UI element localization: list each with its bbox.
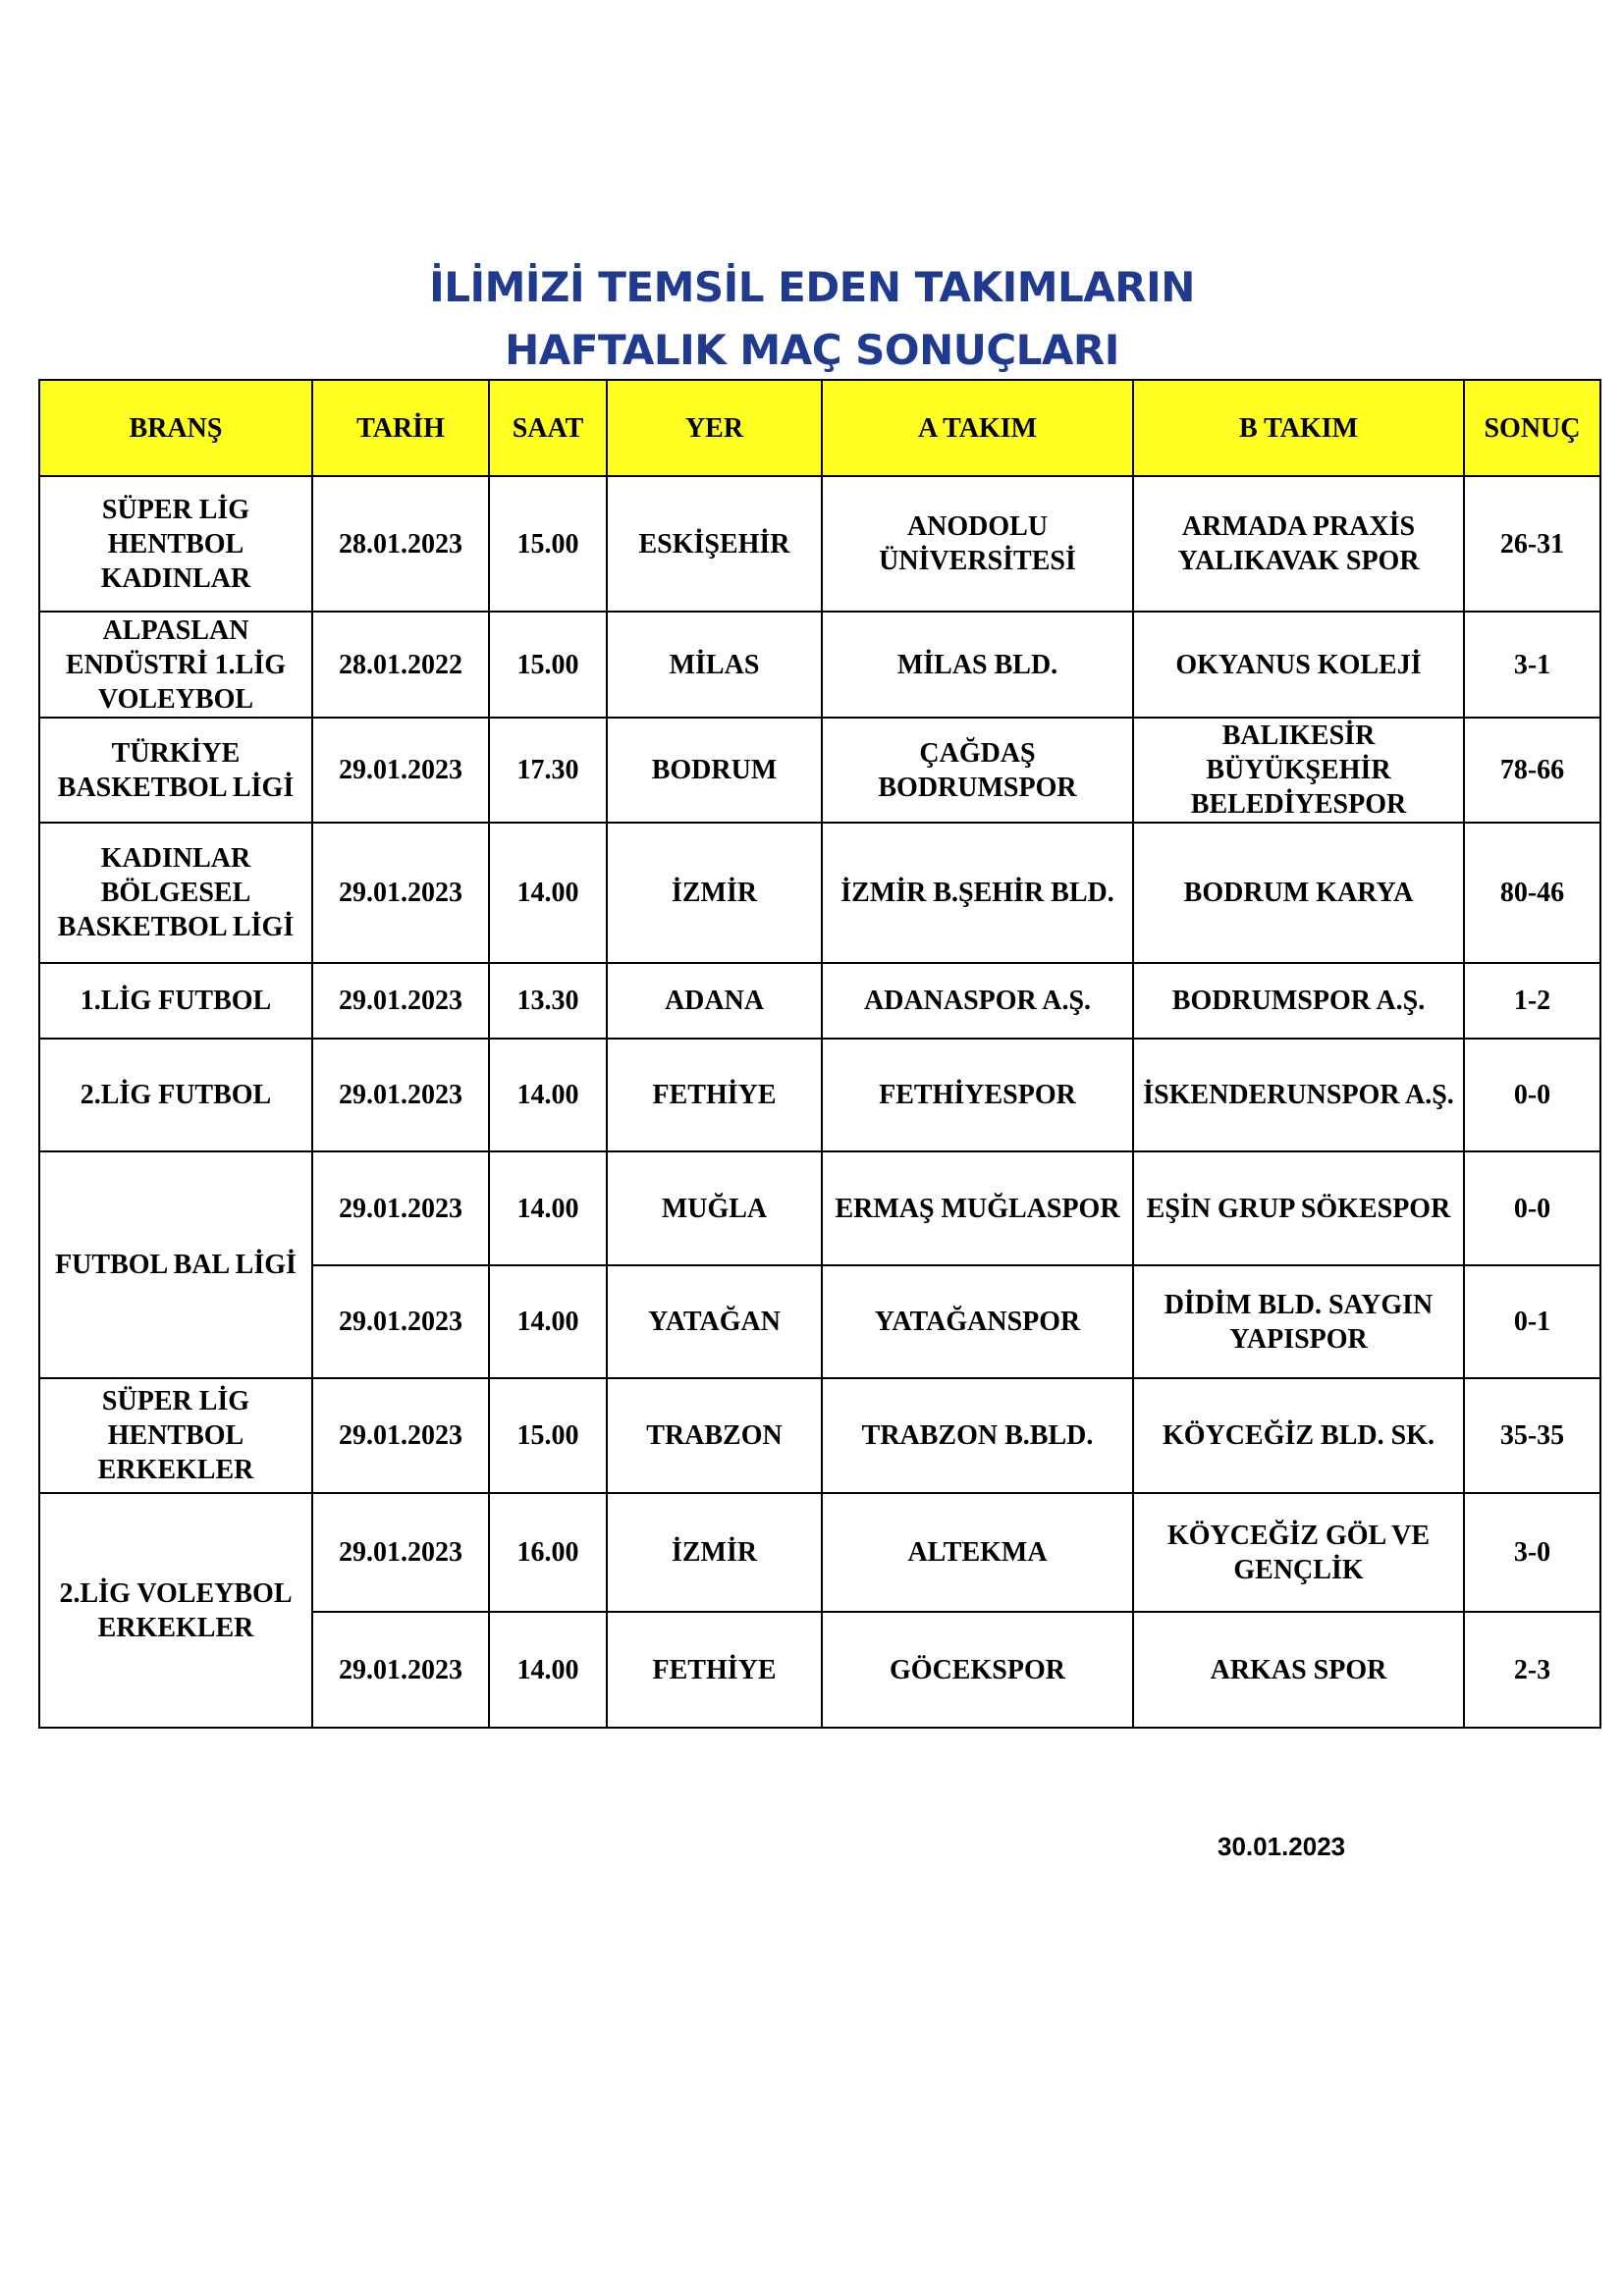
table-row [39, 963, 1600, 1039]
header-saat: SAAT [489, 380, 607, 476]
table-row [39, 823, 1600, 963]
cell-tarih: 29.01.2023 [312, 823, 489, 963]
table-row [39, 1151, 1600, 1265]
cell-tarih: 29.01.2023 [312, 1265, 489, 1378]
cell-a-takim: ANODOLU ÜNİVERSİTESİ [822, 476, 1133, 612]
page-title: İLİMİZİ TEMSİL EDEN TAKIMLARIN [429, 263, 1195, 311]
table-row [39, 1378, 1600, 1493]
cell-sonuc: 0-1 [1464, 1265, 1600, 1378]
cell-saat: 14.00 [489, 1612, 607, 1728]
cell-yer: BODRUM [607, 718, 822, 823]
cell-saat: 14.00 [489, 1039, 607, 1151]
document-date: 30.01.2023 [1218, 1832, 1346, 1861]
cell-saat: 15.00 [489, 476, 607, 612]
table-row [39, 718, 1600, 823]
header-b-takim: B TAKIM [1133, 380, 1464, 476]
cell-yer: FETHİYE [607, 1039, 822, 1151]
cell-b-takim: KÖYCEĞİZ BLD. SK. [1133, 1378, 1464, 1493]
cell-brans: SÜPER LİG HENTBOL KADINLAR [39, 476, 312, 612]
cell-tarih: 29.01.2023 [312, 963, 489, 1039]
cell-yer: İZMİR [607, 823, 822, 963]
header-brans: BRANŞ [39, 380, 312, 476]
cell-yer: ADANA [607, 963, 822, 1039]
cell-a-takim: MİLAS BLD. [822, 612, 1133, 718]
cell-brans: ALPASLAN ENDÜSTRİ 1.LİG VOLEYBOL [39, 612, 312, 718]
cell-yer: TRABZON [607, 1378, 822, 1493]
cell-tarih: 29.01.2023 [312, 1039, 489, 1151]
cell-sonuc: 80-46 [1464, 823, 1600, 963]
cell-brans: TÜRKİYE BASKETBOL LİGİ [39, 718, 312, 823]
table-row [39, 612, 1600, 718]
cell-sonuc: 1-2 [1464, 963, 1600, 1039]
cell-brans: SÜPER LİG HENTBOL ERKEKLER [39, 1378, 312, 1493]
cell-yer: MİLAS [607, 612, 822, 718]
table-row [39, 1493, 1600, 1612]
cell-saat: 15.00 [489, 612, 607, 718]
header-yer: YER [607, 380, 822, 476]
cell-tarih: 29.01.2023 [312, 718, 489, 823]
cell-saat: 15.00 [489, 1378, 607, 1493]
header-a-takim: A TAKIM [822, 380, 1133, 476]
cell-tarih: 29.01.2023 [312, 1612, 489, 1728]
match-results-table [38, 379, 1601, 1729]
cell-a-takim: ADANASPOR A.Ş. [822, 963, 1133, 1039]
table-row [39, 1039, 1600, 1151]
cell-sonuc: 2-3 [1464, 1612, 1600, 1728]
table-row [39, 476, 1600, 612]
table-header-row [39, 380, 1600, 476]
cell-yer: FETHİYE [607, 1612, 822, 1728]
cell-b-takim: İSKENDERUNSPOR A.Ş. [1133, 1039, 1464, 1151]
page-subtitle: HAFTALIK MAÇ SONUÇLARI [505, 326, 1119, 374]
cell-brans: 2.LİG VOLEYBOL ERKEKLER [39, 1493, 312, 1728]
cell-b-takim: BODRUMSPOR A.Ş. [1133, 963, 1464, 1039]
cell-saat: 14.00 [489, 1265, 607, 1378]
cell-a-takim: YATAĞANSPOR [822, 1265, 1133, 1378]
cell-brans: FUTBOL BAL LİGİ [39, 1151, 312, 1378]
cell-saat: 13.30 [489, 963, 607, 1039]
cell-a-takim: TRABZON B.BLD. [822, 1378, 1133, 1493]
cell-a-takim: ALTEKMA [822, 1493, 1133, 1612]
cell-tarih: 29.01.2023 [312, 1151, 489, 1265]
cell-a-takim: GÖCEKSPOR [822, 1612, 1133, 1728]
cell-b-takim: BODRUM KARYA [1133, 823, 1464, 963]
cell-a-takim: İZMİR B.ŞEHİR BLD. [822, 823, 1133, 963]
cell-sonuc: 78-66 [1464, 718, 1600, 823]
cell-a-takim: ERMAŞ MUĞLASPOR [822, 1151, 1133, 1265]
cell-saat: 14.00 [489, 823, 607, 963]
cell-yer: YATAĞAN [607, 1265, 822, 1378]
cell-sonuc: 26-31 [1464, 476, 1600, 612]
cell-tarih: 29.01.2023 [312, 1493, 489, 1612]
cell-yer: İZMİR [607, 1493, 822, 1612]
cell-b-takim: OKYANUS KOLEJİ [1133, 612, 1464, 718]
cell-b-takim: ARMADA PRAXİS YALIKAVAK SPOR [1133, 476, 1464, 612]
cell-brans: 2.LİG FUTBOL [39, 1039, 312, 1151]
cell-sonuc: 0-0 [1464, 1151, 1600, 1265]
header-tarih: TARİH [312, 380, 489, 476]
header-sonuc: SONUÇ [1464, 380, 1600, 476]
cell-yer: ESKİŞEHİR [607, 476, 822, 612]
cell-sonuc: 0-0 [1464, 1039, 1600, 1151]
cell-sonuc: 3-0 [1464, 1493, 1600, 1612]
cell-b-takim: KÖYCEĞİZ GÖL VE GENÇLİK [1133, 1493, 1464, 1612]
cell-tarih: 28.01.2022 [312, 612, 489, 718]
cell-yer: MUĞLA [607, 1151, 822, 1265]
cell-b-takim: BALIKESİR BÜYÜKŞEHİR BELEDİYESPOR [1133, 718, 1464, 823]
cell-saat: 16.00 [489, 1493, 607, 1612]
cell-tarih: 29.01.2023 [312, 1378, 489, 1493]
cell-sonuc: 3-1 [1464, 612, 1600, 718]
cell-a-takim: ÇAĞDAŞ BODRUMSPOR [822, 718, 1133, 823]
cell-a-takim: FETHİYESPOR [822, 1039, 1133, 1151]
cell-brans: KADINLAR BÖLGESEL BASKETBOL LİGİ [39, 823, 312, 963]
cell-b-takim: EŞİN GRUP SÖKESPOR [1133, 1151, 1464, 1265]
cell-saat: 14.00 [489, 1151, 607, 1265]
cell-saat: 17.30 [489, 718, 607, 823]
cell-b-takim: ARKAS SPOR [1133, 1612, 1464, 1728]
cell-brans: 1.LİG FUTBOL [39, 963, 312, 1039]
cell-sonuc: 35-35 [1464, 1378, 1600, 1493]
cell-b-takim: DİDİM BLD. SAYGIN YAPISPOR [1133, 1265, 1464, 1378]
cell-tarih: 28.01.2023 [312, 476, 489, 612]
